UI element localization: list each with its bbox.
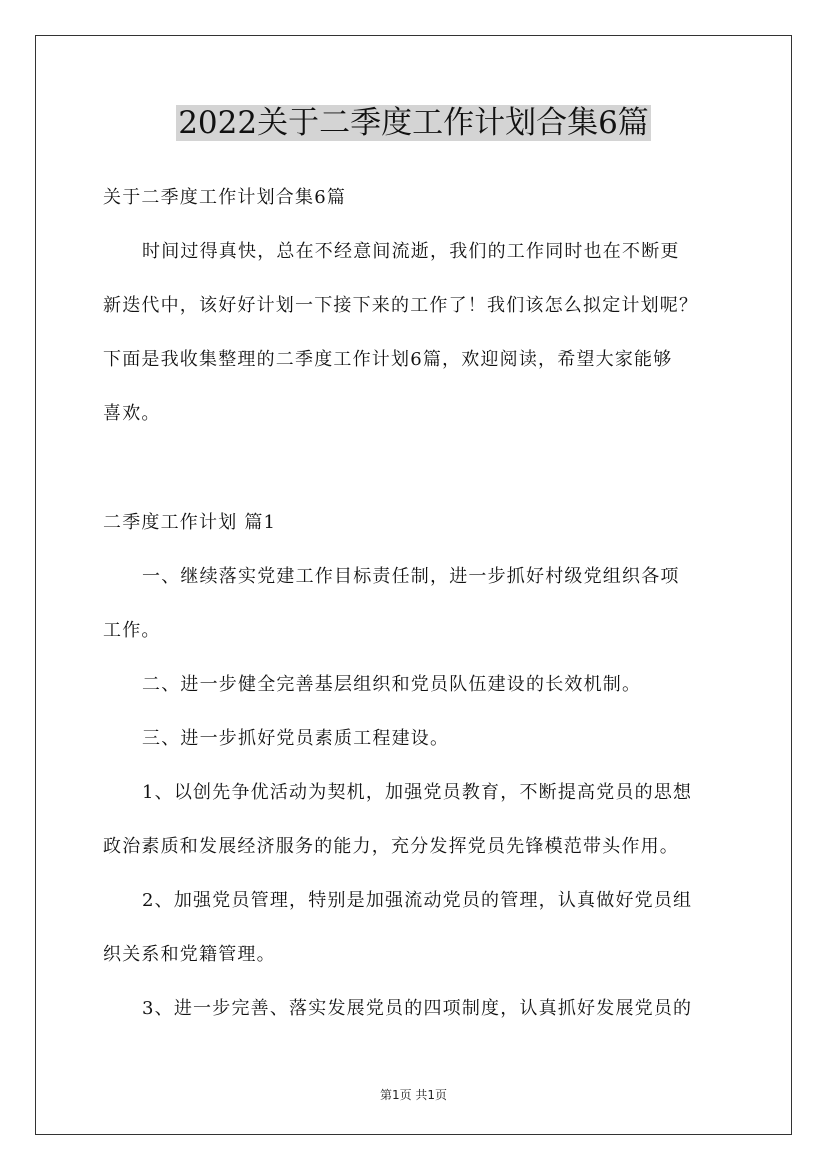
section-line-7: 2、加强党员管理，特别是加强流动党员的管理，认真做好党员组: [142, 890, 693, 911]
document-title-text: 2022关于二季度工作计划合集6篇: [178, 105, 649, 141]
section-line-2: 工作。: [103, 620, 161, 641]
page-footer: 第1页 共1页: [379, 1088, 448, 1102]
intro-line-3: 下面是我收集整理的二季度工作计划6篇，欢迎阅读，希望大家能够: [103, 349, 673, 370]
section-line-3: 二、进一步健全完善基层组织和党员队伍建设的长效机制。: [142, 674, 642, 695]
intro-line-1: 时间过得真快，总在不经意间流逝，我们的工作同时也在不断更: [142, 241, 680, 262]
document-subtitle: 关于二季度工作计划合集6篇: [103, 187, 347, 208]
section-line-8: 织关系和党籍管理。: [103, 944, 276, 965]
document-title: [0, 100, 827, 146]
section-heading: 二季度工作计划 篇1: [103, 512, 277, 533]
section-line-6: 政治素质和发展经济服务的能力，充分发挥党员先锋模范带头作用。: [103, 836, 679, 857]
section-line-4: 三、进一步抓好党员素质工程建设。: [142, 728, 450, 749]
section-line-9: 3、进一步完善、落实发展党员的四项制度，认真抓好发展党员的: [142, 998, 693, 1019]
section-line-1: 一、继续落实党建工作目标责任制，进一步抓好村级党组织各项: [142, 566, 680, 587]
section-line-5: 1、以创先争优活动为契机，加强党员教育，不断提高党员的思想: [142, 782, 693, 803]
intro-line-4: 喜欢。: [103, 403, 161, 424]
intro-line-2: 新迭代中，该好好计划一下接下来的工作了！我们该怎么拟定计划呢？: [103, 295, 699, 316]
